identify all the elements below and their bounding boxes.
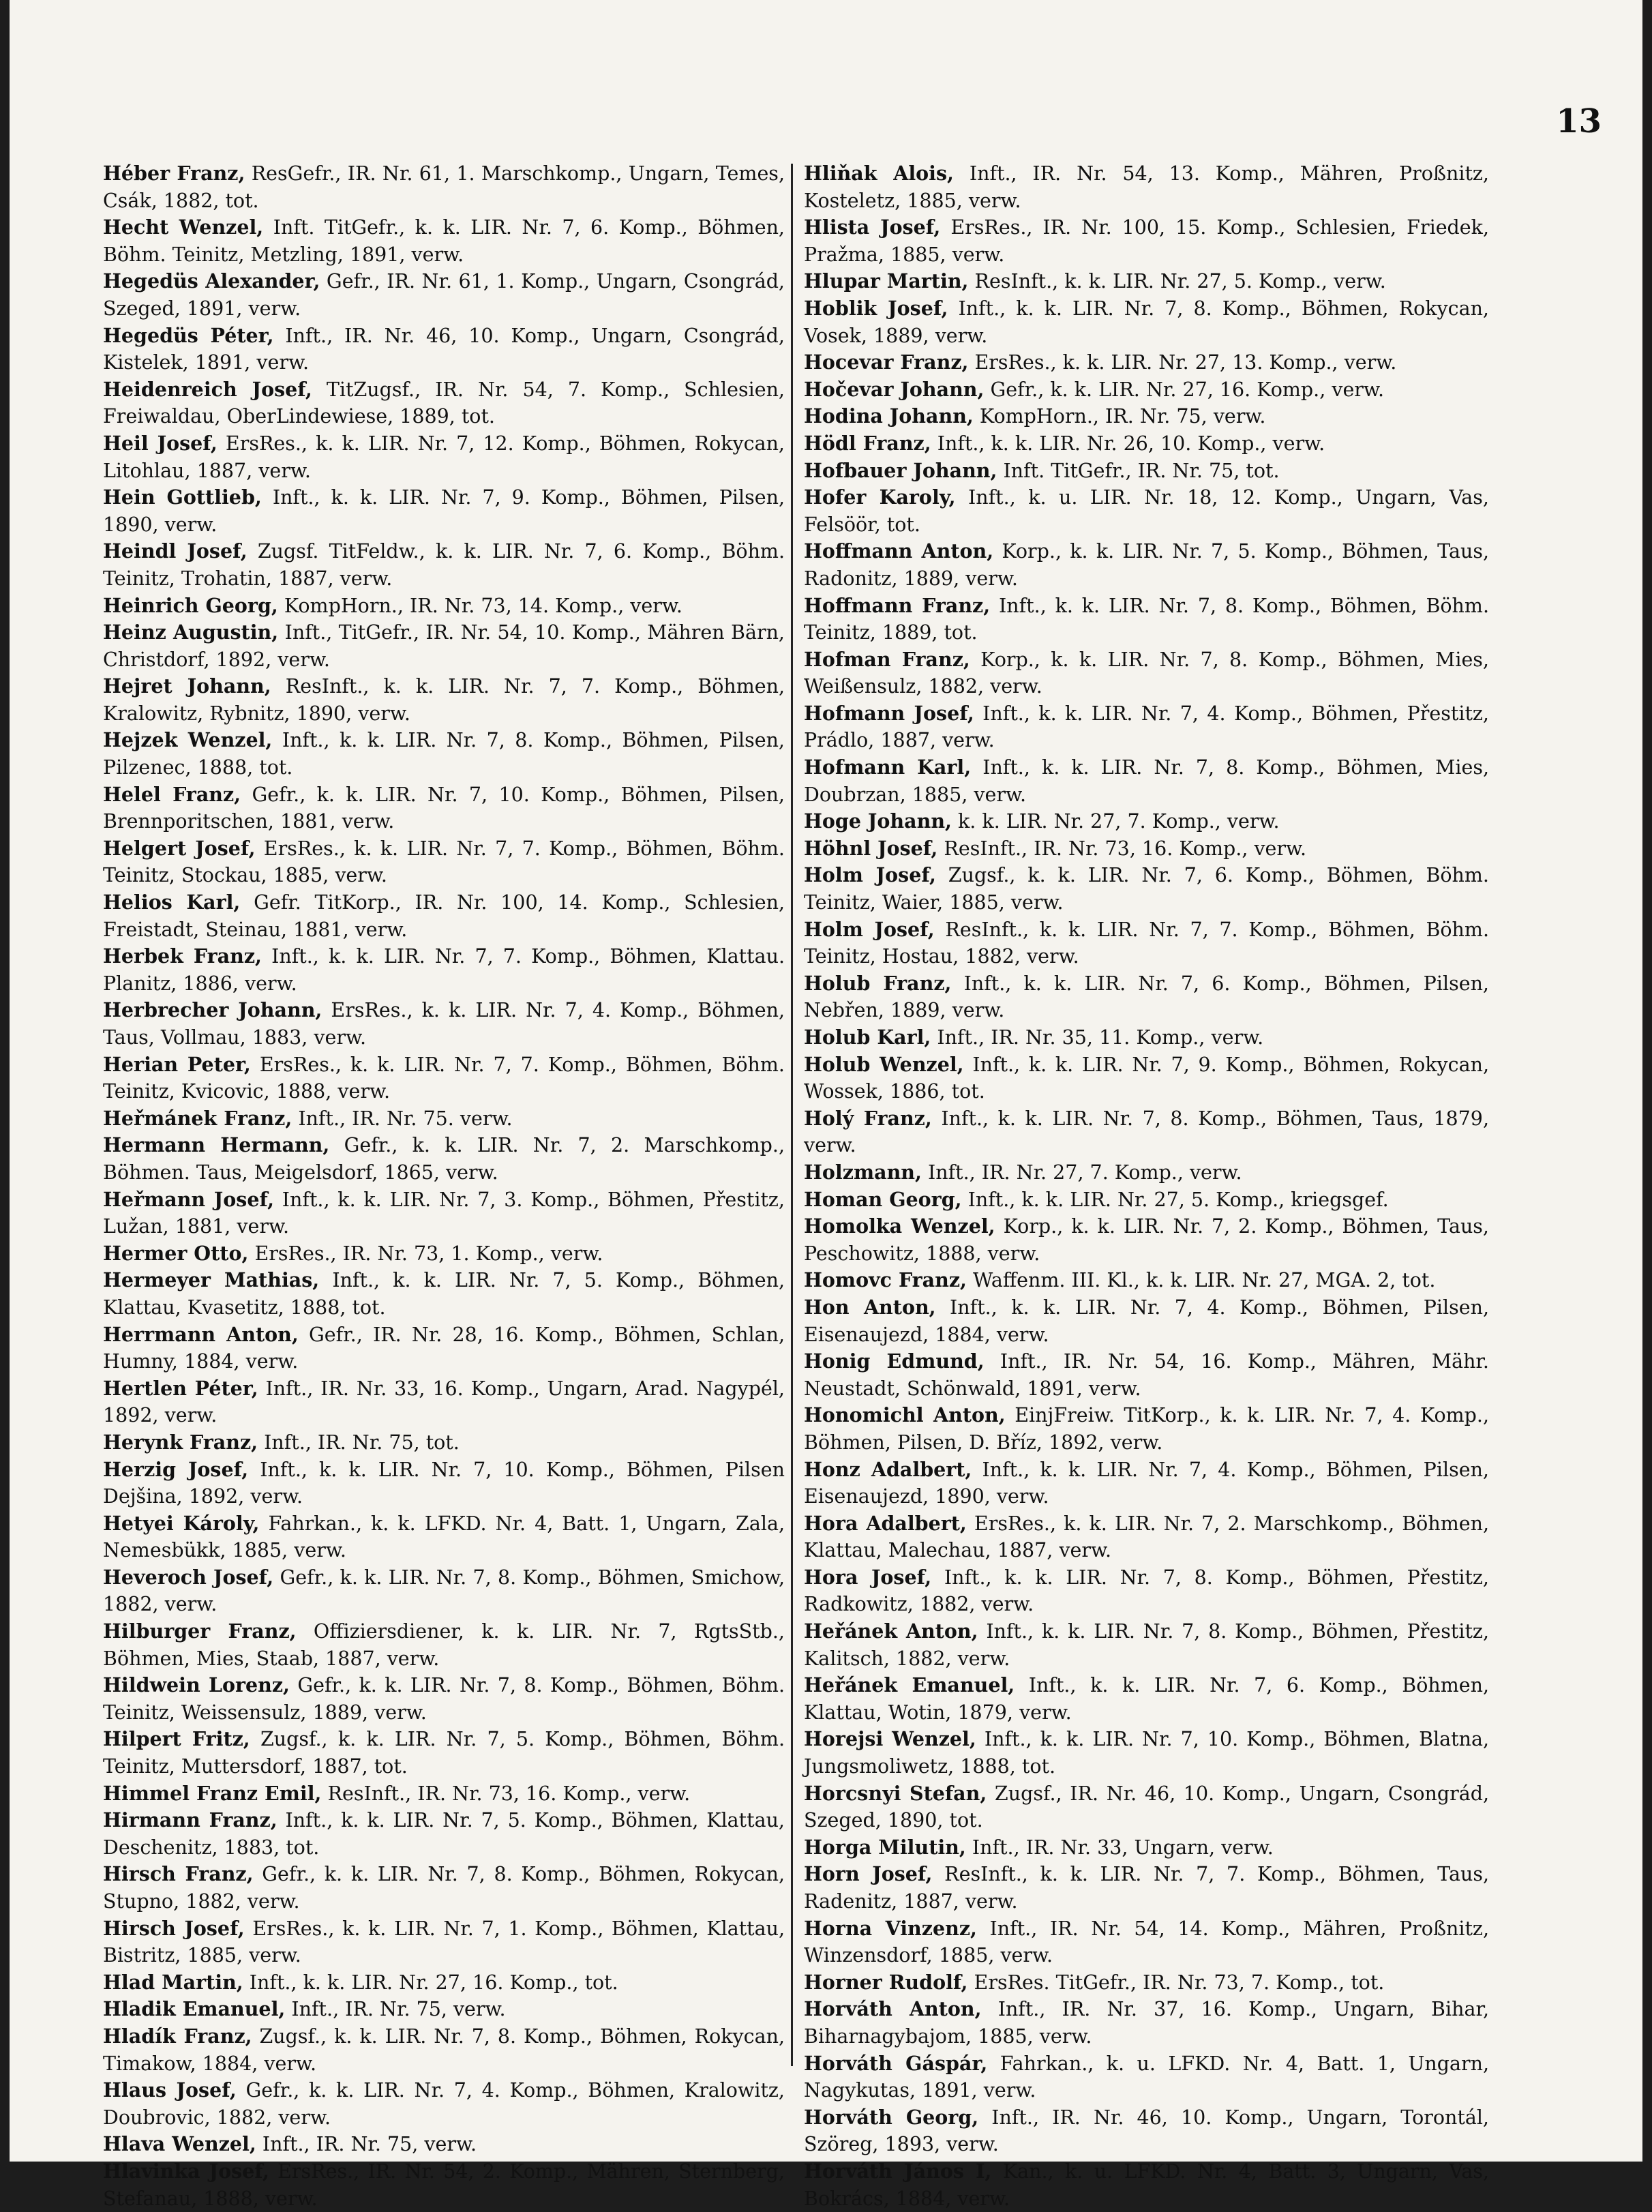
entry-details: Waffenm. III. Kl., k. k. LIR. Nr. 27, MGA. 2, tot. — [973, 1269, 1436, 1292]
list-entry — [103, 2023, 785, 2077]
entry-name: Hlupar Martin, — [804, 269, 969, 293]
entry-name: Hermann Hermann, — [103, 1133, 330, 1157]
entry-details: Inft., k. k. LIR. Nr. 7, 8. Komp., Böhmen, Přestitz, Radkowitz, 1882, verw. — [804, 1566, 1489, 1616]
entry-name: Horga Milutin, — [804, 1835, 966, 1859]
entry-details: Inft., k. k. LIR. Nr. 26, 10. Komp., verw. — [937, 432, 1325, 455]
entry-details: Inft., k. k. LIR. Nr. 7, 10. Komp., Böhmen, Blatna, Jungsmoliwetz, 1888, tot. — [804, 1728, 1490, 1778]
list-entry — [804, 295, 1489, 349]
list-entry — [804, 754, 1489, 808]
list-entry — [804, 403, 1489, 430]
list-entry — [103, 1429, 785, 1456]
entry-name: Hlaus Josef, — [103, 2078, 237, 2102]
column-divider — [791, 164, 793, 2066]
list-entry — [103, 376, 785, 430]
entry-name: Honz Adalbert, — [804, 1457, 972, 1481]
entry-details: Zugsf., k. k. LIR. Nr. 7, 8. Komp., Böhmen, Rokycan, Timakow, 1884, verw. — [103, 2024, 785, 2075]
entry-name: Hofbauer Johann, — [804, 458, 997, 482]
list-entry — [804, 646, 1489, 700]
entry-name: Hilburger Franz, — [103, 1619, 297, 1643]
list-entry — [103, 997, 785, 1051]
entry-details: Fahrkan., k. u. LFKD. Nr. 4, Batt. 1, Ungarn, Nagykutas, 1891, verw. — [804, 2052, 1489, 2102]
entry-details: KompHorn., IR. Nr. 75, verw. — [979, 405, 1266, 428]
list-entry — [804, 2158, 1489, 2212]
entry-details: ResInft., k. k. LIR. Nr. 7, 7. Komp., Böhmen, Böhm. Teinitz, Hostau, 1882, verw. — [804, 918, 1490, 968]
entry-name: Hofmann Josef, — [804, 701, 974, 725]
entry-details: Inft., IR. Nr. 75, verw. — [262, 2133, 477, 2156]
list-entry — [103, 214, 785, 268]
entry-name: Homovc Franz, — [804, 1268, 967, 1292]
entry-name: Hocevar Franz, — [804, 350, 969, 374]
list-entry — [103, 593, 785, 620]
list-entry — [804, 1672, 1489, 1726]
entry-details: Gefr., k. k. LIR. Nr. 7, 2. Marschkomp., Böhmen. Taus, Meigelsdorf, 1865, verw. — [103, 1134, 785, 1184]
entry-details: Inft., k. k. LIR. Nr. 7, 4. Komp., Böhmen, Pilsen, Eisenaujezd, 1884, verw. — [804, 1296, 1490, 1346]
list-entry — [804, 1051, 1489, 1105]
entry-details: TitZugsf., IR. Nr. 54, 7. Komp., Schlesien, Freiwaldau, OberLindewiese, 1889, tot. — [103, 378, 785, 428]
list-entry — [804, 1834, 1489, 1862]
entry-details: Inft., IR. Nr. 75, verw. — [291, 1998, 506, 2021]
entry-name: Holm Josef, — [804, 917, 935, 941]
list-entry — [804, 1915, 1489, 1969]
entry-name: Hofman Franz, — [804, 647, 970, 671]
list-entry — [804, 835, 1489, 863]
list-entry — [103, 1105, 785, 1133]
entry-name: Hladik Emanuel, — [103, 1997, 286, 2021]
entry-name: Horcsnyi Stefan, — [804, 1781, 987, 1805]
entry-name: Hetyei Károly, — [103, 1511, 260, 1535]
list-entry — [804, 2050, 1489, 2104]
entry-name: Heřmánek Franz, — [103, 1106, 292, 1130]
entry-name: Herbrecher Johann, — [103, 998, 322, 1022]
entry-name: Horna Vinzenz, — [804, 1916, 977, 1940]
entry-name: Honomichl Anton, — [804, 1403, 1006, 1427]
list-entry — [103, 1996, 785, 2023]
list-entry — [804, 1861, 1489, 1915]
entry-details: Inft., k. k. LIR. Nr. 7, 9. Komp., Böhmen, Rokycan, Wossek, 1886, tot. — [804, 1053, 1490, 1103]
entry-name: Holzmann, — [804, 1160, 922, 1184]
entry-details: ErsRes., k. k. LIR. Nr. 7, 2. Marschkomp., Böhmen, Klattau, Malechau, 1887, verw. — [804, 1512, 1490, 1562]
list-entry — [103, 430, 785, 484]
list-entry — [804, 484, 1489, 538]
entry-details: Inft., k. k. LIR. Nr. 7, 8. Komp., Böhmen, Böhm. Teinitz, 1889, tot. — [804, 594, 1490, 644]
entry-name: Heinrich Georg, — [103, 593, 278, 617]
list-entry — [103, 781, 785, 835]
entry-name: Holub Karl, — [804, 1026, 931, 1049]
entry-name: Hegedüs Péter, — [103, 323, 274, 347]
entry-name: Hermer Otto, — [103, 1241, 249, 1265]
list-entry — [103, 1618, 785, 1672]
list-entry — [804, 1726, 1489, 1780]
entry-details: Inft., IR. Nr. 75. verw. — [298, 1107, 513, 1130]
list-entry — [103, 1564, 785, 1618]
list-entry — [804, 376, 1489, 404]
entry-details: Inft., k. k. LIR. Nr. 27, 5. Komp., kriegsgef. — [967, 1188, 1389, 1211]
entry-details: ErsRes., k. k. LIR. Nr. 7, 1. Komp., Böhmen, Klattau, Bistritz, 1885, verw. — [103, 1917, 785, 1967]
list-entry — [804, 970, 1489, 1024]
entry-details: Zugsf. TitFeldw., k. k. LIR. Nr. 7, 6. Komp., Böhm. Teinitz, Trohatin, 1887, verw. — [103, 540, 785, 590]
entry-name: Hlista Josef, — [804, 215, 941, 239]
entry-name: Heidenreich Josef, — [103, 377, 312, 401]
entry-details: ErsRes., k. k. LIR. Nr. 7, 7. Komp., Böhmen, Böhm. Teinitz, Kvicovic, 1888, verw. — [103, 1053, 785, 1103]
list-entry — [103, 943, 785, 997]
list-entry — [103, 727, 785, 781]
list-entry — [103, 1861, 785, 1915]
list-entry — [103, 1321, 785, 1375]
list-entry — [103, 1672, 785, 1726]
entry-details: Gefr., k. k. LIR. Nr. 7, 10. Komp., Böhmen, Pilsen, Brennporitschen, 1881, verw. — [103, 783, 785, 833]
entry-details: Inft., k. u. LIR. Nr. 18, 12. Komp., Ungarn, Vas, Felsöör, tot. — [804, 486, 1489, 536]
entry-details: ErsRes., k. k. LIR. Nr. 7, 4. Komp., Böhmen, Taus, Vollmau, 1883, verw. — [103, 999, 785, 1049]
entry-name: Hilpert Fritz, — [103, 1727, 250, 1751]
list-entry — [804, 1780, 1489, 1834]
entry-details: ErsRes., k. k. LIR. Nr. 27, 13. Komp., verw. — [974, 351, 1397, 374]
list-entry — [103, 1456, 785, 1510]
entry-name: Horejsi Wenzel, — [804, 1727, 976, 1751]
list-entry — [103, 323, 785, 376]
list-entry — [804, 1105, 1489, 1159]
entry-name: Honig Edmund, — [804, 1349, 985, 1373]
list-entry — [804, 1267, 1489, 1294]
list-entry — [804, 1024, 1489, 1051]
entry-details: Inft. TitGefr., k. k. LIR. Nr. 7, 6. Komp., Böhmen, Böhm. Teinitz, Metzling, 1891, verw. — [103, 216, 785, 266]
list-entry — [804, 808, 1489, 835]
entry-details: Inft., IR. Nr. 37, 16. Komp., Ungarn, Bihar, Biharnagybajom, 1885, verw. — [804, 1998, 1490, 2048]
entry-details: Gefr., k. k. LIR. Nr. 27, 16. Komp., verw. — [990, 378, 1385, 401]
entry-name: Herrmann Anton, — [103, 1322, 299, 1346]
entry-details: Zugsf., k. k. LIR. Nr. 7, 6. Komp., Böhmen, Böhm. Teinitz, Waier, 1885, verw. — [804, 864, 1489, 914]
entry-name: Helios Karl, — [103, 891, 241, 914]
entry-details: Inft., IR. Nr. 54, 16. Komp., Mähren, Mähr. Neustadt, Schönwald, 1891, verw. — [804, 1350, 1489, 1400]
entry-details: Inft., IR. Nr. 35, 11. Komp., verw. — [937, 1026, 1264, 1049]
entry-details: Offiziersdiener, k. k. LIR. Nr. 7, RgtsStb., Böhmen, Mies, Staab, 1887, verw. — [103, 1620, 785, 1670]
entry-details: Inft., IR. Nr. 46, 10. Komp., Ungarn, Csongrád, Kistelek, 1891, verw. — [103, 324, 785, 374]
list-entry — [103, 1915, 785, 1969]
entry-details: Inft., k. k. LIR. Nr. 7, 6. Komp., Böhmen, Pilsen, Nebřen, 1889, verw. — [804, 972, 1489, 1022]
list-entry — [804, 1969, 1489, 1997]
entry-details: Gefr., k. k. LIR. Nr. 7, 8. Komp., Böhmen, Böhm. Teinitz, Weissensulz, 1889, verw. — [103, 1674, 785, 1724]
entry-details: Inft., IR. Nr. 33, 16. Komp., Ungarn, Arad. Nagypél, 1892, verw. — [103, 1377, 785, 1427]
entry-name: Heinz Augustin, — [103, 621, 279, 644]
entry-details: Inft., k. k. LIR. Nr. 7, 5. Komp., Böhmen, Klattau, Kvasetitz, 1888, tot. — [103, 1269, 785, 1319]
list-entry — [103, 1780, 785, 1808]
entry-details: Inft., IR. Nr. 33, Ungarn, verw. — [972, 1836, 1274, 1859]
entry-name: Hliňak Alois, — [804, 162, 954, 185]
list-entry — [103, 835, 785, 889]
entry-name: Himmel Franz Emil, — [103, 1781, 322, 1805]
entry-details: Inft., IR. Nr. 46, 10. Komp., Ungarn, Torontál, Szöreg, 1893, verw. — [804, 2106, 1489, 2156]
list-entry — [804, 214, 1489, 268]
entry-name: Hertlen Péter, — [103, 1376, 258, 1400]
entry-name: Hlavinka Josef, — [103, 2159, 269, 2183]
entry-details: Inft., k. k. LIR. Nr. 27, 16. Komp., tot. — [249, 1971, 618, 1994]
entry-name: Hladík Franz, — [103, 2024, 252, 2048]
entry-details: Inft., TitGefr., IR. Nr. 54, 10. Komp., Mähren Bärn, Christdorf, 1892, verw. — [103, 621, 785, 671]
entry-name: Hoffmann Franz, — [804, 593, 991, 617]
entry-name: Hirsch Josef, — [103, 1916, 245, 1940]
entry-name: Heřmann Josef, — [103, 1187, 275, 1211]
entry-name: Hejret Johann, — [103, 674, 271, 698]
entry-details: k. k. LIR. Nr. 27, 7. Komp., verw. — [958, 810, 1280, 833]
list-entry — [804, 1159, 1489, 1186]
list-entry — [804, 1348, 1489, 1402]
entry-details: Korp., k. k. LIR. Nr. 7, 8. Komp., Böhmen, Mies, Weißensulz, 1882, verw. — [804, 648, 1489, 698]
list-entry — [103, 160, 785, 214]
entry-name: Herzig Josef, — [103, 1457, 249, 1481]
entry-details: Inft., IR. Nr. 54, 14. Komp., Mähren, Proßnitz, Winzensdorf, 1885, verw. — [804, 1917, 1489, 1967]
list-entry — [103, 1726, 785, 1780]
list-entry — [103, 619, 785, 673]
left-column — [103, 160, 785, 2212]
entry-details: Korp., k. k. LIR. Nr. 7, 2. Komp., Böhmen, Taus, Peschowitz, 1888, verw. — [804, 1215, 1489, 1265]
list-entry — [103, 1267, 785, 1321]
entry-details: ErsRes., k. k. LIR. Nr. 7, 12. Komp., Böhmen, Rokycan, Litohlau, 1887, verw. — [103, 432, 785, 482]
list-entry — [804, 1186, 1489, 1214]
entry-name: Hoblik Josef, — [804, 296, 948, 320]
list-entry — [804, 349, 1489, 376]
entry-name: Höhnl Josef, — [804, 836, 938, 860]
entry-details: Inft., k. k. LIR. Nr. 7, 4. Komp., Böhmen, Pilsen, Eisenaujezd, 1890, verw. — [804, 1458, 1489, 1508]
entry-name: Hein Gottlieb, — [103, 485, 262, 509]
entry-details: ResInft., IR. Nr. 73, 16. Komp., verw. — [944, 837, 1307, 860]
entry-details: Inft., k. k. LIR. Nr. 7, 10. Komp., Böhmen, Pilsen Dejšina, 1892, verw. — [103, 1458, 785, 1508]
list-entry — [804, 430, 1489, 458]
entry-name: Heindl Josef, — [103, 539, 247, 563]
entry-details: ErsRes., IR. Nr. 100, 15. Komp., Schlesien, Friedek, Pražma, 1885, verw. — [804, 216, 1490, 266]
list-entry — [804, 1213, 1489, 1267]
entry-name: Horváth Georg, — [804, 2105, 979, 2129]
entry-details: Inft., IR. Nr. 27, 7. Komp., verw. — [928, 1161, 1242, 1184]
entry-details: Inft. TitGefr., IR. Nr. 75, tot. — [1003, 459, 1280, 482]
list-entry — [804, 1996, 1489, 2050]
entry-details: ResInft., k. k. LIR. Nr. 7, 7. Komp., Böhmen, Taus, Radenitz, 1887, verw. — [804, 1863, 1490, 1913]
entry-details: Kan., k. u. LFKD. Nr. 4, Batt. 3, Ungarn, Vas, Bokrács, 1884, verw. — [804, 2159, 1489, 2210]
entry-name: Horváth Anton, — [804, 1997, 982, 2021]
entry-name: Holý Franz, — [804, 1106, 932, 1130]
entry-details: EinjFreiw. TitKorp., k. k. LIR. Nr. 7, 4. Komp., Böhmen, Pilsen, D. Bříz, 1892, verw. — [804, 1404, 1490, 1454]
entry-details: Gefr., k. k. LIR. Nr. 7, 8. Komp., Böhmen, Rokycan, Stupno, 1882, verw. — [103, 1863, 785, 1913]
entry-name: Hofmann Karl, — [804, 756, 972, 779]
list-entry — [804, 1564, 1489, 1618]
list-entry — [103, 889, 785, 943]
entry-details: Inft., k. k. LIR. Nr. 7, 6. Komp., Böhmen, Klattau, Wotin, 1879, verw. — [804, 1674, 1490, 1724]
list-entry — [103, 2131, 785, 2158]
entry-name: Holub Franz, — [804, 971, 952, 995]
entry-details: Inft., k. k. LIR. Nr. 7, 9. Komp., Böhmen, Pilsen, 1890, verw. — [103, 486, 785, 536]
entry-name: Hofer Karoly, — [804, 485, 956, 509]
entry-name: Homan Georg, — [804, 1187, 962, 1211]
list-entry — [103, 1240, 785, 1268]
entry-name: Hodina Johann, — [804, 404, 974, 428]
entry-name: Hora Josef, — [804, 1565, 932, 1589]
entry-details: Gefr., k. k. LIR. Nr. 7, 8. Komp., Böhmen, Smichow, 1882, verw. — [103, 1566, 785, 1616]
entry-name: Hočevar Johann, — [804, 377, 985, 401]
entry-name: Horn Josef, — [804, 1862, 933, 1886]
entry-details: ErsRes., IR. Nr. 73, 1. Komp., verw. — [254, 1242, 603, 1265]
list-entry — [804, 916, 1489, 970]
list-entry — [804, 1402, 1489, 1456]
list-entry — [804, 862, 1489, 916]
list-entry — [804, 1510, 1489, 1564]
entry-name: Hoge Johann, — [804, 809, 952, 833]
entry-details: Inft., k. k. LIR. Nr. 7, 8. Komp., Böhmen, Rokycan, Vosek, 1889, verw. — [804, 297, 1489, 347]
list-entry — [804, 700, 1489, 754]
entry-name: Homolka Wenzel, — [804, 1214, 995, 1238]
entry-details: Inft., k. k. LIR. Nr. 7, 8. Komp., Böhmen, Taus, 1879, verw. — [804, 1107, 1489, 1157]
entry-details: ErsRes., IR. Nr. 54, 2. Komp., Mähren, Sternberg, Stefanau, 1888, verw. — [103, 2159, 785, 2210]
list-entry — [103, 2158, 785, 2212]
list-entry — [103, 538, 785, 592]
entry-name: Herbek Franz, — [103, 944, 262, 968]
entry-details: Zugsf., IR. Nr. 46, 10. Komp., Ungarn, Csongrád, Szeged, 1890, tot. — [804, 1782, 1489, 1832]
entry-details: Gefr., IR. Nr. 61, 1. Komp., Ungarn, Csongrád, Szeged, 1891, verw. — [103, 270, 785, 320]
entry-name: Heřánek Anton, — [804, 1619, 978, 1643]
entry-name: Horner Rudolf, — [804, 1970, 968, 1994]
entry-name: Horváth Gáspár, — [804, 2051, 988, 2075]
entry-name: Holm Josef, — [804, 863, 936, 887]
entry-name: Hon Anton, — [804, 1295, 936, 1319]
list-entry — [103, 1969, 785, 1997]
entry-name: Hermeyer Mathias, — [103, 1268, 320, 1292]
list-entry — [804, 593, 1489, 646]
entry-name: Hlava Wenzel, — [103, 2132, 256, 2156]
entry-name: Helgert Josef, — [103, 836, 256, 860]
list-entry — [103, 1375, 785, 1429]
entry-name: Helel Franz, — [103, 782, 241, 806]
list-entry — [103, 673, 785, 727]
list-entry — [103, 1510, 785, 1564]
entry-name: Herynk Franz, — [103, 1430, 258, 1454]
entry-details: Gefr., IR. Nr. 28, 16. Komp., Böhmen, Schlan, Humny, 1884, verw. — [103, 1323, 785, 1373]
list-entry — [804, 2104, 1489, 2158]
entry-details: Inft., k. k. LIR. Nr. 7, 3. Komp., Böhmen, Přestitz, Lužan, 1881, verw. — [103, 1188, 785, 1238]
entry-details: Inft., k. k. LIR. Nr. 7, 8. Komp., Böhmen, Přestitz, Kalitsch, 1882, verw. — [804, 1620, 1490, 1670]
entry-details: ResGefr., IR. Nr. 61, 1. Marschkomp., Ungarn, Temes, Csák, 1882, tot. — [103, 162, 785, 212]
entry-details: Gefr., k. k. LIR. Nr. 7, 4. Komp., Böhmen, Kralowitz, Doubrovic, 1882, verw. — [103, 2079, 785, 2129]
entry-details: ResInft., k. k. LIR. Nr. 27, 5. Komp., verw. — [974, 270, 1386, 293]
entry-name: Herian Peter, — [103, 1052, 251, 1076]
entry-name: Hlad Martin, — [103, 1970, 243, 1994]
entry-details: Fahrkan., k. k. LFKD. Nr. 4, Batt. 1, Ungarn, Zala, Nemesbükk, 1885, verw. — [103, 1512, 785, 1562]
entry-name: Hödl Franz, — [804, 431, 931, 455]
entry-name: Holub Wenzel, — [804, 1052, 964, 1076]
right-column — [804, 160, 1489, 2212]
entry-name: Hora Adalbert, — [804, 1511, 967, 1535]
document-page — [10, 0, 1642, 2210]
entry-name: Hoffmann Anton, — [804, 539, 994, 563]
entry-name: Héber Franz, — [103, 162, 245, 185]
list-entry — [103, 1132, 785, 1186]
entry-name: Hirmann Franz, — [103, 1808, 277, 1832]
list-entry — [804, 538, 1489, 592]
entry-name: Hirsch Franz, — [103, 1862, 254, 1886]
entry-details: ErsRes. TitGefr., IR. Nr. 73, 7. Komp., tot. — [974, 1971, 1385, 1994]
entry-name: Hildwein Lorenz, — [103, 1673, 290, 1697]
list-entry — [804, 1294, 1489, 1348]
entry-details: Zugsf., k. k. LIR. Nr. 7, 5. Komp., Böhmen, Böhm. Teinitz, Muttersdorf, 1887, tot. — [103, 1728, 785, 1778]
entry-details: Inft., IR. Nr. 75, tot. — [264, 1431, 460, 1454]
entry-details: ErsRes., k. k. LIR. Nr. 7, 7. Komp., Böhmen, Böhm. Teinitz, Stockau, 1885, verw. — [103, 837, 785, 887]
entry-name: Heřánek Emanuel, — [804, 1673, 1015, 1697]
list-entry — [804, 1618, 1489, 1672]
list-entry — [804, 458, 1489, 485]
entry-details: Inft., IR. Nr. 54, 13. Komp., Mähren, Proßnitz, Kosteletz, 1885, verw. — [804, 162, 1489, 212]
entry-details: KompHorn., IR. Nr. 73, 14. Komp., verw. — [284, 594, 682, 617]
entry-name: Hejzek Wenzel, — [103, 728, 273, 752]
entry-name: Heveroch Josef, — [103, 1565, 274, 1589]
entry-details: Inft., k. k. LIR. Nr. 7, 5. Komp., Böhmen, Klattau, Deschenitz, 1883, tot. — [103, 1809, 785, 1859]
entry-details: Inft., k. k. LIR. Nr. 7, 8. Komp., Böhmen, Pilsen, Pilzenec, 1888, tot. — [103, 729, 785, 779]
entry-details: Inft., k. k. LIR. Nr. 7, 7. Komp., Böhmen, Klattau. Planitz, 1886, verw. — [103, 945, 785, 995]
entry-name: Hecht Wenzel, — [103, 215, 264, 239]
entry-details: Inft., k. k. LIR. Nr. 7, 8. Komp., Böhmen, Mies, Doubrzan, 1885, verw. — [804, 756, 1490, 806]
entry-name: Horváth János I, — [804, 2159, 992, 2183]
list-entry — [103, 268, 785, 322]
list-entry — [103, 1807, 785, 1861]
list-entry — [103, 1051, 785, 1105]
entry-details: Inft., k. k. LIR. Nr. 7, 4. Komp., Böhmen, Přestitz, Prádlo, 1887, verw. — [804, 702, 1489, 752]
entry-details: Korp., k. k. LIR. Nr. 7, 5. Komp., Böhmen, Taus, Radonitz, 1889, verw. — [804, 540, 1489, 590]
list-entry — [103, 2077, 785, 2131]
list-entry — [103, 484, 785, 538]
list-entry — [103, 1186, 785, 1240]
list-entry — [804, 160, 1489, 214]
list-entry — [804, 1456, 1489, 1510]
entry-name: Hegedüs Alexander, — [103, 269, 320, 293]
list-entry — [804, 268, 1489, 295]
entry-details: Gefr. TitKorp., IR. Nr. 100, 14. Komp., Schlesien, Freistadt, Steinau, 1881, verw. — [103, 891, 785, 941]
entry-name: Heil Josef, — [103, 431, 217, 455]
entry-details: ResInft., IR. Nr. 73, 16. Komp., verw. — [327, 1782, 691, 1805]
entry-details: ResInft., k. k. LIR. Nr. 7, 7. Komp., Böhmen, Kralowitz, Rybnitz, 1890, verw. — [103, 675, 785, 725]
page-number: 13 — [1556, 102, 1602, 140]
